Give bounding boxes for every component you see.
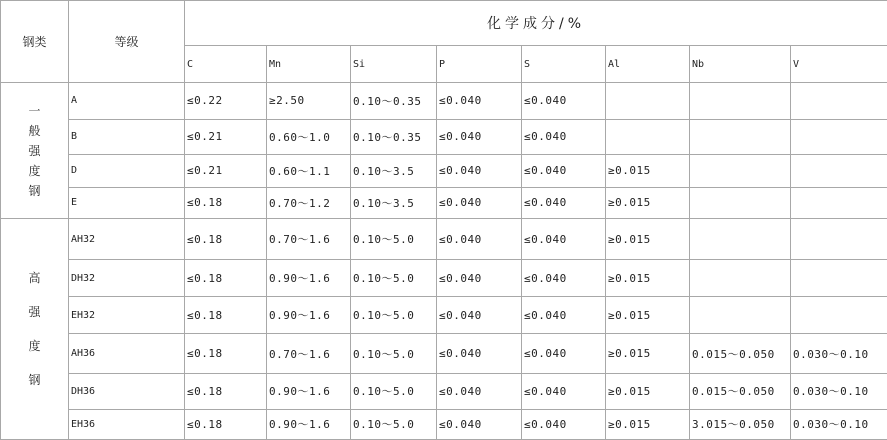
table-row [1, 373, 887, 409]
grade-cell: EH32 [69, 297, 185, 334]
table-row [1, 409, 887, 439]
grade-cell: DH36 [69, 373, 185, 409]
table-row [1, 260, 887, 297]
steel-class-label: 一般强度钢 [28, 103, 41, 198]
value-cell-nb: 0.015～0.050 [690, 373, 791, 409]
value-cell-mn: 0.60～1.1 [267, 154, 351, 187]
composition-header: 化学成分/% [185, 1, 887, 46]
table-row [1, 119, 887, 154]
value-cell-p: ≤0.040 [437, 187, 522, 218]
element-header-p: P [437, 46, 522, 83]
value-cell-s: ≤0.040 [522, 83, 606, 119]
value-cell-v [791, 154, 887, 187]
value-cell-s: ≤0.040 [522, 218, 606, 259]
value-cell-v: 0.030～0.10 [791, 334, 887, 373]
value-cell-si: 0.10～5.0 [351, 218, 437, 259]
value-cell-mn: 0.70～1.6 [267, 334, 351, 373]
grade-cell: A [69, 83, 185, 119]
value-cell-mn: 0.70～1.6 [267, 218, 351, 259]
value-cell-nb [690, 119, 791, 154]
value-cell-p: ≤0.040 [437, 334, 522, 373]
value-cell-v [791, 187, 887, 218]
value-cell-si: 0.10～5.0 [351, 334, 437, 373]
value-cell-nb: 0.015～0.050 [690, 334, 791, 373]
value-cell-al: ≥0.015 [606, 187, 690, 218]
value-cell-c: ≤0.21 [185, 119, 267, 154]
value-cell-s: ≤0.040 [522, 297, 606, 334]
value-cell-v: 0.030～0.10 [791, 409, 887, 439]
value-cell-s: ≤0.040 [522, 373, 606, 409]
element-header-si: Si [351, 46, 437, 83]
value-cell-c: ≤0.18 [185, 409, 267, 439]
value-cell-si: 0.10～5.0 [351, 409, 437, 439]
value-cell-p: ≤0.040 [437, 373, 522, 409]
value-cell-p: ≤0.040 [437, 260, 522, 297]
value-cell-nb [690, 218, 791, 259]
value-cell-s: ≤0.040 [522, 119, 606, 154]
value-cell-si: 0.10～0.35 [351, 83, 437, 119]
value-cell-v: 0.030～0.10 [791, 373, 887, 409]
steel-class-cell [1, 83, 69, 219]
value-cell-v [791, 218, 887, 259]
value-cell-al: ≥0.015 [606, 154, 690, 187]
value-cell-mn: ≥2.50 [267, 83, 351, 119]
value-cell-mn: 0.60～1.0 [267, 119, 351, 154]
value-cell-s: ≤0.040 [522, 409, 606, 439]
value-cell-c: ≤0.18 [185, 187, 267, 218]
value-cell-al: ≥0.015 [606, 409, 690, 439]
value-cell-p: ≤0.040 [437, 409, 522, 439]
element-header-s: S [522, 46, 606, 83]
grade-cell: DH32 [69, 260, 185, 297]
value-cell-p: ≤0.040 [437, 83, 522, 119]
value-cell-c: ≤0.18 [185, 373, 267, 409]
value-cell-p: ≤0.040 [437, 119, 522, 154]
value-cell-s: ≤0.040 [522, 154, 606, 187]
table-row [1, 334, 887, 373]
value-cell-al: ≥0.015 [606, 334, 690, 373]
element-header-mn: Mn [267, 46, 351, 83]
value-cell-p: ≤0.040 [437, 154, 522, 187]
grade-cell: B [69, 119, 185, 154]
grade-cell: AH32 [69, 218, 185, 259]
value-cell-nb [690, 187, 791, 218]
value-cell-al: ≥0.015 [606, 297, 690, 334]
value-cell-c: ≤0.22 [185, 83, 267, 119]
value-cell-v [791, 260, 887, 297]
header-row-title [1, 1, 887, 46]
value-cell-p: ≤0.040 [437, 297, 522, 334]
value-cell-c: ≤0.18 [185, 334, 267, 373]
table-row [1, 187, 887, 218]
table-row [1, 218, 887, 259]
value-cell-nb [690, 260, 791, 297]
element-header-v: V [791, 46, 887, 83]
value-cell-c: ≤0.21 [185, 154, 267, 187]
value-cell-mn: 0.70～1.2 [267, 187, 351, 218]
grade-cell: EH36 [69, 409, 185, 439]
value-cell-nb [690, 297, 791, 334]
value-cell-nb [690, 154, 791, 187]
table-body [1, 1, 887, 440]
value-cell-al: ≥0.015 [606, 218, 690, 259]
table-row [1, 83, 887, 119]
value-cell-v [791, 297, 887, 334]
value-cell-al [606, 83, 690, 119]
value-cell-si: 0.10～3.5 [351, 154, 437, 187]
value-cell-si: 0.10～5.0 [351, 297, 437, 334]
value-cell-mn: 0.90～1.6 [267, 297, 351, 334]
grade-cell: E [69, 187, 185, 218]
value-cell-mn: 0.90～1.6 [267, 260, 351, 297]
value-cell-c: ≤0.18 [185, 297, 267, 334]
steel-class-header: 钢类 [1, 1, 69, 83]
steel-class-label: 高强度钢 [28, 270, 41, 387]
value-cell-si: 0.10～5.0 [351, 260, 437, 297]
value-cell-si: 0.10～0.35 [351, 119, 437, 154]
value-cell-al: ≥0.015 [606, 373, 690, 409]
value-cell-s: ≤0.040 [522, 260, 606, 297]
grade-cell: D [69, 154, 185, 187]
value-cell-al [606, 119, 690, 154]
value-cell-s: ≤0.040 [522, 187, 606, 218]
value-cell-p: ≤0.040 [437, 218, 522, 259]
value-cell-al: ≥0.015 [606, 260, 690, 297]
value-cell-v [791, 119, 887, 154]
steel-class-cell [1, 218, 69, 439]
value-cell-si: 0.10～5.0 [351, 373, 437, 409]
value-cell-s: ≤0.040 [522, 334, 606, 373]
value-cell-nb: 3.015～0.050 [690, 409, 791, 439]
value-cell-mn: 0.90～1.6 [267, 409, 351, 439]
grade-header: 等级 [69, 1, 185, 83]
value-cell-c: ≤0.18 [185, 218, 267, 259]
value-cell-si: 0.10～3.5 [351, 187, 437, 218]
value-cell-nb [690, 83, 791, 119]
grade-cell: AH36 [69, 334, 185, 373]
element-header-al: Al [606, 46, 690, 83]
value-cell-mn: 0.90～1.6 [267, 373, 351, 409]
table-row [1, 297, 887, 334]
value-cell-v [791, 83, 887, 119]
table-row [1, 154, 887, 187]
element-header-nb: Nb [690, 46, 791, 83]
element-header-c: C [185, 46, 267, 83]
value-cell-c: ≤0.18 [185, 260, 267, 297]
